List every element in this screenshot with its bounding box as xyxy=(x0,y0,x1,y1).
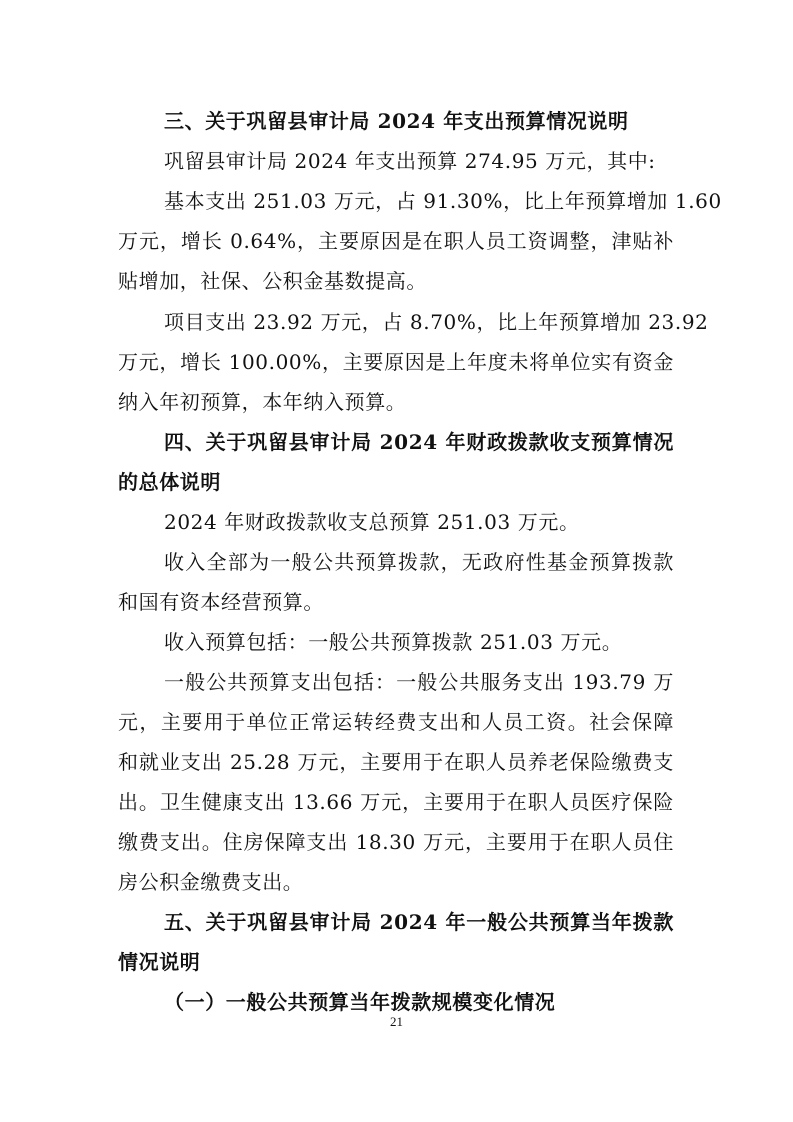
section-4-paragraph-4-line-4: 出。卫生健康支出 13.66 万元，主要用于在职人员医疗保险 xyxy=(118,790,674,814)
section-4-heading-line-1: 四、关于巩留县审计局 2024 年财政拨款收支预算情况 xyxy=(164,430,674,454)
section-4-paragraph-1: 2024 年财政拨款收支总预算 251.03 万元。 xyxy=(164,510,580,534)
section-4-paragraph-4-line-2: 元，主要用于单位正常运转经费支出和人员工资。社会保障 xyxy=(118,710,674,734)
section-4-paragraph-2-line-2: 和国有资本经营预算。 xyxy=(118,590,324,614)
section-4-paragraph-4-line-6: 房公积金缴费支出。 xyxy=(118,870,304,894)
section-4-paragraph-2-line-1: 收入全部为一般公共预算拨款，无政府性基金预算拨款 xyxy=(164,550,674,574)
section-4-paragraph-3: 收入预算包括：一般公共预算拨款 251.03 万元。 xyxy=(164,630,623,654)
section-3-heading: 三、关于巩留县审计局 2024 年支出预算情况说明 xyxy=(164,109,629,133)
section-5-heading-line-1: 五、关于巩留县审计局 2024 年一般公共预算当年拨款 xyxy=(164,910,674,934)
page-number: 21 xyxy=(390,1014,403,1029)
section-4-paragraph-4-line-3: 和就业支出 25.28 万元，主要用于在职人员养老保险缴费支 xyxy=(118,750,674,774)
section-3-paragraph-1: 巩留县审计局 2024 年支出预算 274.95 万元，其中: xyxy=(164,149,656,173)
section-3-paragraph-3-line-1: 项目支出 23.92 万元，占 8.70%，比上年预算增加 23.92 xyxy=(164,310,709,334)
section-3-paragraph-3-line-3: 纳入年初预算，本年纳入预算。 xyxy=(118,390,407,414)
section-5-heading-line-2: 情况说明 xyxy=(118,950,201,974)
section-5-subheading: （一）一般公共预算当年拨款规模变化情况 xyxy=(164,990,556,1014)
section-3-paragraph-3-line-2: 万元，增长 100.00%，主要原因是上年度未将单位实有资金 xyxy=(118,350,674,374)
section-4-heading-line-2: 的总体说明 xyxy=(118,470,221,494)
section-3-paragraph-2-line-2: 万元，增长 0.64%，主要原因是在职人员工资调整，津贴补 xyxy=(118,229,674,253)
section-4-paragraph-4-line-1: 一般公共预算支出包括：一般公共服务支出 193.79 万 xyxy=(164,670,674,694)
section-4-paragraph-4-line-5: 缴费支出。住房保障支出 18.30 万元，主要用于在职人员住 xyxy=(118,830,674,854)
section-3-paragraph-2-line-1: 基本支出 251.03 万元，占 91.30%，比上年预算增加 1.60 xyxy=(164,189,722,213)
section-3-paragraph-2-line-3: 贴增加，社保、公积金基数提高。 xyxy=(118,269,427,293)
